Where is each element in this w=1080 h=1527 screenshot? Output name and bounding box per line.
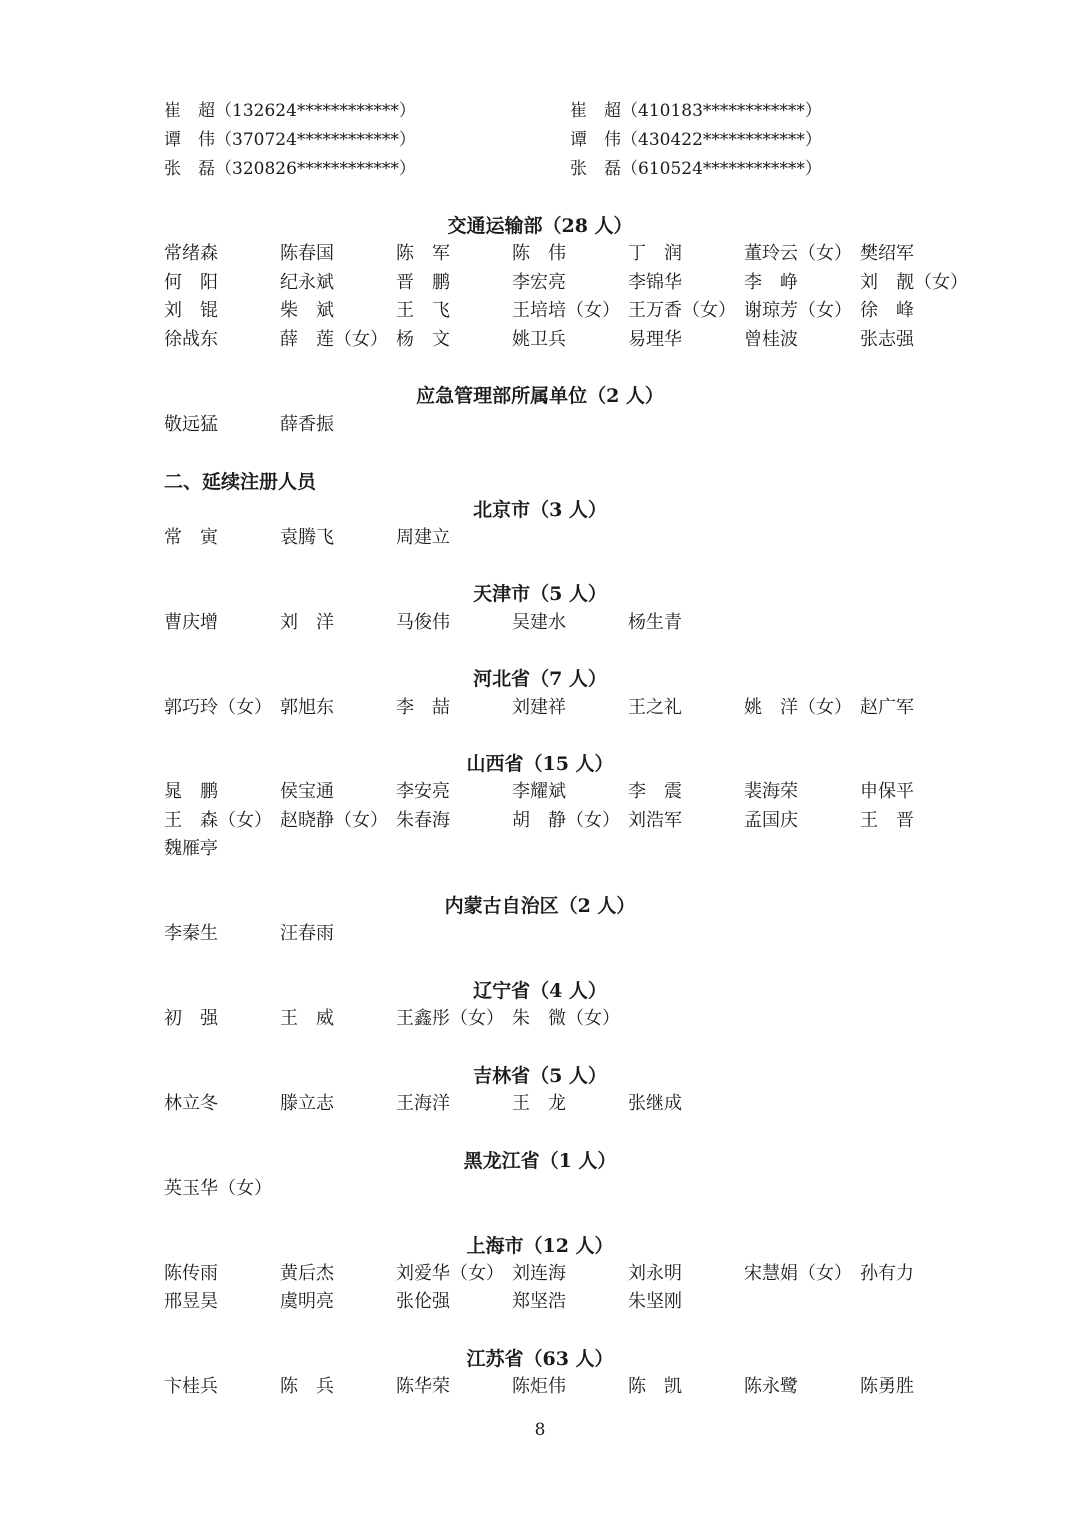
person-name: 李 震 [628, 781, 682, 802]
person-name: 李安亮 [396, 781, 450, 802]
person-name: 陈 军 [396, 243, 450, 264]
person-name: 陈 伟 [512, 243, 566, 264]
person-name: 李耀斌 [512, 781, 566, 802]
person-name: 杨生青 [628, 612, 682, 633]
person-name: 李 峥 [744, 272, 798, 293]
id-entry: 谭 伟（370724************） [164, 130, 416, 150]
person-name: 滕立志 [280, 1093, 334, 1114]
person-name: 卞桂兵 [164, 1376, 218, 1397]
section-heading: 二、延续注册人员 [164, 471, 317, 493]
person-name: 陈 兵 [280, 1376, 334, 1397]
person-name: 王 威 [280, 1008, 334, 1029]
person-name: 王鑫彤（女） [396, 1008, 504, 1029]
person-name: 刘建祥 [512, 697, 566, 718]
person-name: 刘 靓（女） [860, 272, 968, 293]
person-name: 董玲云（女） [744, 243, 852, 264]
person-name: 吴建水 [512, 612, 566, 633]
group-heading: 交通运输部（28 人） [447, 215, 633, 237]
group-heading: 河北省（7 人） [473, 668, 607, 690]
person-name: 王万香（女） [628, 300, 736, 321]
person-name: 晋 鹏 [396, 272, 450, 293]
group-heading: 天津市（5 人） [473, 583, 607, 605]
person-name: 赵广军 [860, 697, 914, 718]
person-name: 柴 斌 [280, 300, 334, 321]
group-heading: 辽宁省（4 人） [473, 980, 607, 1002]
person-name: 邢昱昊 [164, 1291, 218, 1312]
person-name: 郑坚浩 [512, 1291, 566, 1312]
person-name: 袁腾飞 [280, 527, 334, 548]
person-name: 张志强 [860, 329, 914, 350]
person-name: 刘 锟 [164, 300, 218, 321]
person-name: 虞明亮 [280, 1291, 334, 1312]
person-name: 陈勇胜 [860, 1376, 914, 1397]
group-heading: 山西省（15 人） [466, 753, 614, 775]
person-name: 王 飞 [396, 300, 450, 321]
person-name: 郭旭东 [280, 697, 334, 718]
person-name: 刘 洋 [280, 612, 334, 633]
person-name: 朱 微（女） [512, 1008, 620, 1029]
person-name: 初 强 [164, 1008, 218, 1029]
person-name: 陈华荣 [396, 1376, 450, 1397]
id-entry: 张 磊（610524************） [570, 159, 822, 179]
person-name: 李宏亮 [512, 272, 566, 293]
group-heading: 应急管理部所属单位（2 人） [416, 385, 664, 407]
person-name: 敬远猛 [164, 414, 218, 435]
id-row [164, 97, 924, 125]
person-name: 陈炬伟 [512, 1376, 566, 1397]
person-name: 侯宝通 [280, 781, 334, 802]
group-heading: 吉林省（5 人） [473, 1065, 607, 1087]
person-name: 樊绍军 [860, 243, 914, 264]
id-row [164, 126, 924, 154]
person-name: 李 喆 [396, 697, 450, 718]
person-name: 陈春国 [280, 243, 334, 264]
person-name: 汪春雨 [280, 923, 334, 944]
person-name: 王之礼 [628, 697, 682, 718]
person-name: 曾桂波 [744, 329, 798, 350]
person-name: 魏雁亭 [164, 838, 218, 859]
person-name: 孙有力 [860, 1263, 914, 1284]
person-name: 王 森（女） [164, 810, 272, 831]
person-name: 刘连海 [512, 1263, 566, 1284]
person-name: 林立冬 [164, 1093, 218, 1114]
person-name: 纪永斌 [280, 272, 334, 293]
person-name: 丁 润 [628, 243, 682, 264]
person-name: 朱春海 [396, 810, 450, 831]
person-name: 陈永鹭 [744, 1376, 798, 1397]
person-name: 易理华 [628, 329, 682, 350]
page-number: 8 [534, 1420, 546, 1440]
person-name: 姚卫兵 [512, 329, 566, 350]
person-name: 英玉华（女） [164, 1178, 272, 1199]
person-name: 李锦华 [628, 272, 682, 293]
id-row [164, 155, 924, 183]
person-name: 胡 静（女） [512, 810, 620, 831]
person-name: 马俊伟 [396, 612, 450, 633]
id-entry: 崔 超（410183************） [570, 101, 822, 121]
person-name: 常 寅 [164, 527, 218, 548]
person-name: 刘浩军 [628, 810, 682, 831]
person-name: 王培培（女） [512, 300, 620, 321]
person-name: 李秦生 [164, 923, 218, 944]
person-name: 刘爱华（女） [396, 1263, 504, 1284]
person-name: 裴海荣 [744, 781, 798, 802]
person-name: 王海洋 [396, 1093, 450, 1114]
person-name: 周建立 [396, 527, 450, 548]
id-entry: 谭 伟（430422************） [570, 130, 822, 150]
person-name: 张继成 [628, 1093, 682, 1114]
person-name: 徐 峰 [860, 300, 914, 321]
person-name: 晁 鹏 [164, 781, 218, 802]
group-heading: 江苏省（63 人） [466, 1348, 614, 1370]
id-entry: 张 磊（320826************） [164, 159, 416, 179]
person-name: 朱坚刚 [628, 1291, 682, 1312]
person-name: 薛 莲（女） [280, 329, 388, 350]
group-heading: 北京市（3 人） [473, 499, 607, 521]
person-name: 王 晋 [860, 810, 914, 831]
group-heading: 内蒙古自治区（2 人） [444, 895, 636, 917]
person-name: 陈传雨 [164, 1263, 218, 1284]
person-name: 黄后杰 [280, 1263, 334, 1284]
person-name: 陈 凯 [628, 1376, 682, 1397]
group-heading: 上海市（12 人） [466, 1235, 614, 1257]
person-name: 孟国庆 [744, 810, 798, 831]
group-heading: 黑龙江省（1 人） [463, 1150, 617, 1172]
person-name: 赵晓静（女） [280, 810, 388, 831]
person-name: 宋慧娟（女） [744, 1263, 852, 1284]
person-name: 张伦强 [396, 1291, 450, 1312]
id-entry: 崔 超（132624************） [164, 101, 416, 121]
person-name: 姚 洋（女） [744, 697, 852, 718]
person-name: 曹庆增 [164, 612, 218, 633]
person-name: 杨 文 [396, 329, 450, 350]
person-name: 常绪森 [164, 243, 218, 264]
person-name: 刘永明 [628, 1263, 682, 1284]
person-name: 薛香振 [280, 414, 334, 435]
person-name: 王 龙 [512, 1093, 566, 1114]
person-name: 徐战东 [164, 329, 218, 350]
person-name: 申保平 [860, 781, 914, 802]
person-name: 郭巧玲（女） [164, 697, 272, 718]
person-name: 何 阳 [164, 272, 218, 293]
person-name: 谢琼芳（女） [744, 300, 852, 321]
